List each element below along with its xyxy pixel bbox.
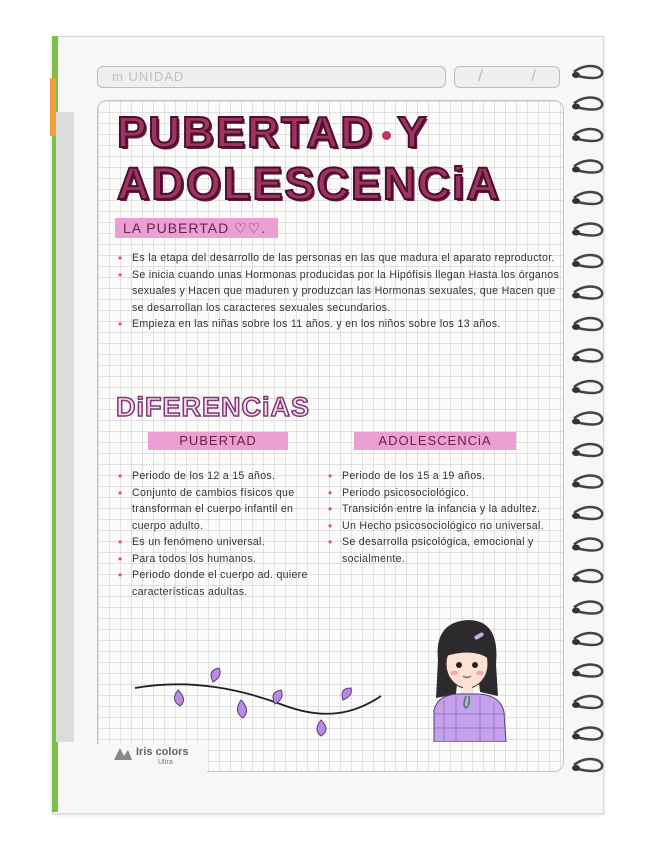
unit-field <box>97 66 446 88</box>
vine-doodle-icon <box>133 660 383 745</box>
spiral-hole <box>572 765 580 771</box>
grey-divider-tab <box>56 112 74 742</box>
spiral-hole <box>572 104 580 110</box>
list-item: • Periodo donde el cuerpo ad. quiere características adultas. <box>116 567 316 600</box>
page-title-line2: ADOLESCENCiA <box>117 158 502 209</box>
list-item: • Periodo psicosociológico. <box>326 485 566 502</box>
spiral-hole <box>572 482 580 488</box>
adolescencia-column-heading: ADOLESCENCiA <box>354 432 516 450</box>
title-y: Y <box>397 108 429 157</box>
spiral-hole <box>572 419 580 425</box>
girl-doodle-icon <box>420 614 528 742</box>
list-item: • Un Hecho psicosociológico no universal. <box>326 518 566 535</box>
pubertad-column-heading: PUBERTAD <box>148 432 288 450</box>
spiral-hole <box>572 72 580 78</box>
spiral-hole <box>572 356 580 362</box>
page-title-line1 <box>117 108 429 158</box>
title-dot <box>382 131 391 140</box>
spiral-hole <box>572 545 580 551</box>
spiral-hole <box>572 261 580 267</box>
brand-name: Iris colors <box>136 746 189 758</box>
spiral-hole <box>572 167 580 173</box>
spiral-hole <box>572 702 580 708</box>
pubertad-bullets <box>116 250 564 333</box>
spiral-hole <box>572 639 580 645</box>
list-item: • Para todos los humanos. <box>116 551 316 568</box>
spiral-hole <box>572 513 580 519</box>
list-item: • Periodo de los 15 a 19 años. <box>326 468 566 485</box>
list-item: • Periodo de los 12 a 15 años. <box>116 468 316 485</box>
date-slashes: / / <box>478 68 558 84</box>
unit-label: UNIDAD <box>128 69 185 84</box>
spiral-hole <box>572 387 580 393</box>
spiral-hole <box>572 135 580 141</box>
list-item: • Se desarrolla psicológica, emocional y socialmente. <box>326 534 566 567</box>
spiral-binding-icon <box>568 58 608 788</box>
list-item: • Empieza en las niñas sobre los 11 años. y en los niños sobre los 13 años. <box>116 316 564 333</box>
spiral-hole <box>572 450 580 456</box>
spiral-hole <box>572 324 580 330</box>
spiral-hole <box>572 608 580 614</box>
spiral-hole <box>572 671 580 677</box>
title-pubertad: PUBERTAD <box>117 108 375 157</box>
list-item: • Transición entre la infancia y la adultez. <box>326 501 566 518</box>
spiral-hole <box>572 293 580 299</box>
pubertad-column <box>116 468 316 600</box>
adolescencia-column <box>326 468 566 567</box>
date-field <box>454 66 560 88</box>
list-item: • Es un fenómeno universal. <box>116 534 316 551</box>
list-item: • Se inicia cuando unas Hormonas producidas por la Hipófisis llegan Hasta los órganos sexuales y Hacen que maduren y produzcan las Hormonas sexuales, que Hacen que se desarrollan los caracteres sexuales secundarios. <box>116 267 564 317</box>
unit-number: m <box>112 69 124 84</box>
spiral-hole <box>572 734 580 740</box>
spiral-hole <box>572 198 580 204</box>
spiral-hole <box>572 230 580 236</box>
pubertad-heading: LA PUBERTAD ♡♡. <box>115 218 278 238</box>
list-item: • Conjunto de cambios físicos que transforman el cuerpo infantil en cuerpo adulto. <box>116 485 316 535</box>
list-item: • Es la etapa del desarrollo de las personas en las que madura el aparato reproductor. <box>116 250 564 267</box>
spiral-hole <box>572 576 580 582</box>
iris-logo-icon <box>112 746 134 762</box>
brand-line: Ultra <box>158 759 173 766</box>
diferencias-heading: DiFERENCiAS <box>116 392 311 422</box>
